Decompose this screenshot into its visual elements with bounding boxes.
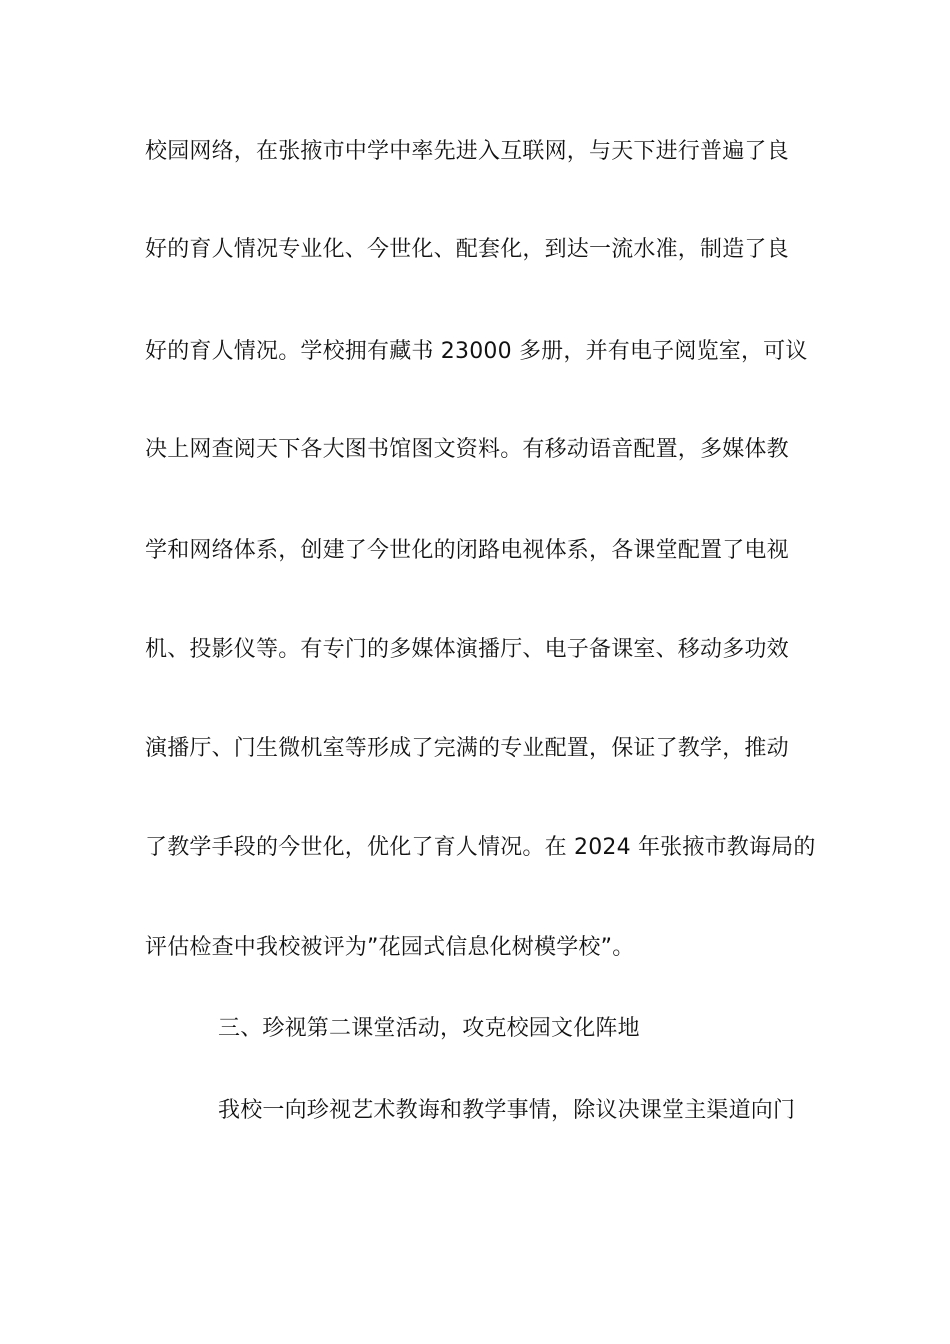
body-text-line: 校园网络，在张掖市中学中率先进入互联网，与天下进行普遍了良 — [145, 139, 789, 164]
body-text-line: 学和网络体系，创建了今世化的闭路电视体系，各课堂配置了电视 — [145, 538, 789, 563]
paragraph-first-line: 我校一向珍视艺术教诲和教学事情，除议决课堂主渠道向门 — [218, 1098, 796, 1123]
body-text-line: 演播厅、门生微机室等形成了完满的专业配置，保证了教学，推动 — [145, 736, 789, 761]
body-text-line: 决上网查阅天下各大图书馆图文资料。有移动语音配置，多媒体教 — [145, 437, 789, 462]
body-text-line: 机、投影仪等。有专门的多媒体演播厅、电子备课室、移动多功效 — [145, 637, 789, 662]
body-text-line: 评估检查中我校被评为”花园式信息化树模学校”。 — [145, 935, 635, 960]
section-heading: 三、珍视第二课堂活动，攻克校园文化阵地 — [218, 1016, 640, 1041]
body-text-line: 了教学手段的今世化，优化了育人情况。在 2024 年张掖市教诲局的 — [145, 835, 816, 860]
body-text-line: 好的育人情况专业化、今世化、配套化，到达一流水准，制造了良 — [145, 237, 789, 262]
body-text-line: 好的育人情况。学校拥有藏书 23000 多册，并有电子阅览室，可议 — [145, 339, 808, 364]
